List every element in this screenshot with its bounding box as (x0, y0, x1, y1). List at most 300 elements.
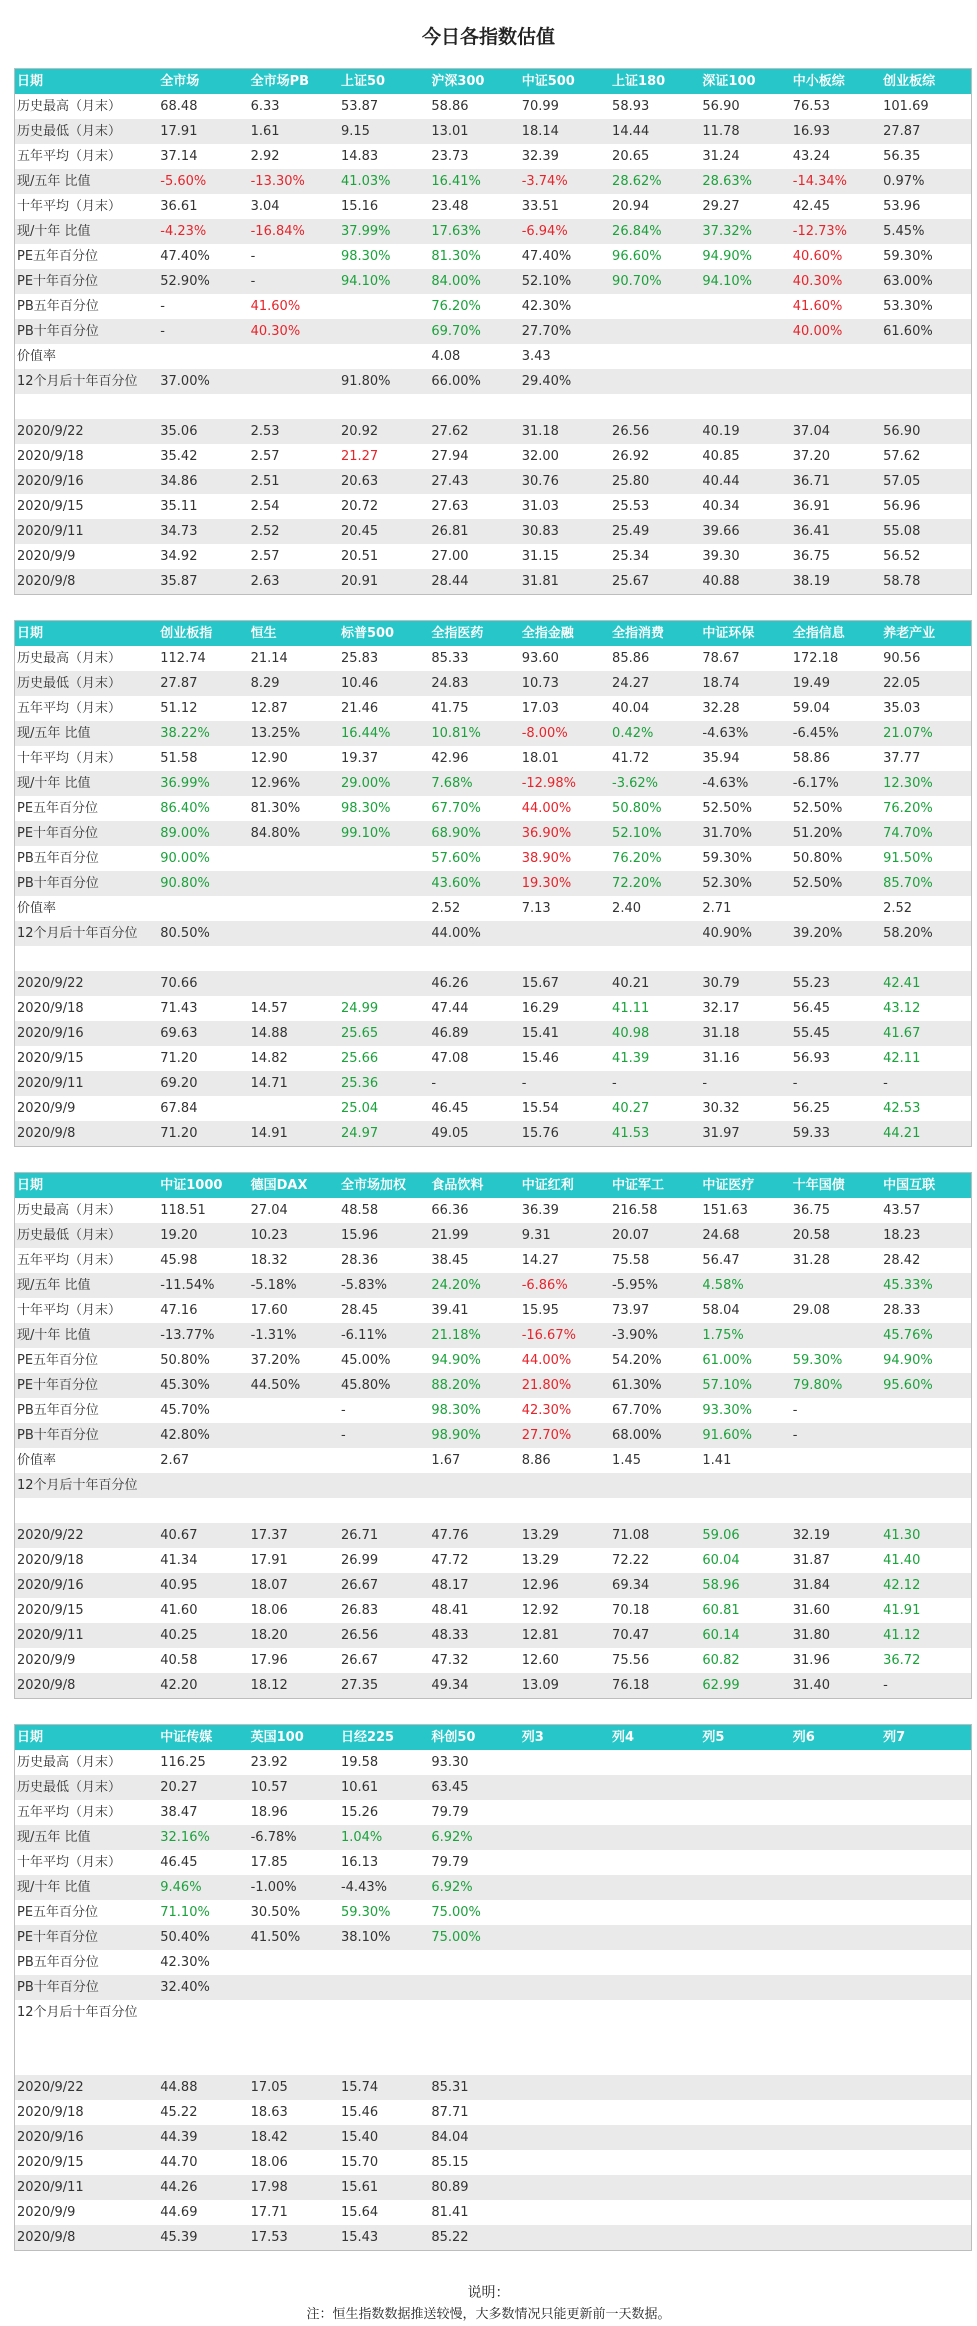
row-label-cell: 2020/9/18 (15, 996, 159, 1021)
value-cell (339, 946, 429, 971)
header-cell: 标普500 (339, 621, 429, 647)
value-cell: 56.35 (881, 144, 971, 169)
value-cell: 52.50% (700, 796, 790, 821)
value-cell: 44.00% (520, 796, 610, 821)
value-cell: 79.79 (429, 1800, 519, 1825)
value-cell (339, 294, 429, 319)
value-cell: 40.27 (610, 1096, 700, 1121)
value-cell: 40.90% (700, 921, 790, 946)
row-label-cell: 价值率 (15, 896, 159, 921)
value-cell: 1.41 (700, 1448, 790, 1473)
value-cell: 78.67 (700, 646, 790, 671)
value-cell: 12.81 (520, 1623, 610, 1648)
value-cell: 13.25% (249, 721, 339, 746)
valuation-table-4 (0, 1724, 977, 2251)
value-cell: 94.10% (339, 269, 429, 294)
value-cell: 2.63 (249, 569, 339, 595)
value-cell (339, 2025, 429, 2050)
value-cell: 18.01 (520, 746, 610, 771)
value-cell: 44.70 (158, 2150, 248, 2175)
table-row (15, 1373, 972, 1398)
value-cell (429, 2000, 519, 2025)
table-row (15, 1750, 972, 1775)
value-cell: 93.30 (429, 1750, 519, 1775)
value-cell: -1.31% (249, 1323, 339, 1348)
value-cell (881, 1925, 971, 1950)
value-cell: 27.70% (520, 1423, 610, 1448)
value-cell: 2.53 (249, 419, 339, 444)
row-label-cell: 十年平均（月末） (15, 1298, 159, 1323)
value-cell: 21.18% (429, 1323, 519, 1348)
value-cell: 2.57 (249, 544, 339, 569)
table-row (15, 294, 972, 319)
value-cell: 40.44 (700, 469, 790, 494)
value-cell (339, 2050, 429, 2075)
value-cell (520, 1498, 610, 1523)
value-cell: 36.61 (158, 194, 248, 219)
value-cell: 84.80% (249, 821, 339, 846)
value-cell: 42.45 (791, 194, 881, 219)
value-cell: 45.00% (339, 1348, 429, 1373)
value-cell: 13.29 (520, 1548, 610, 1573)
value-cell: 38.90% (520, 846, 610, 871)
row-label-cell: 十年平均（月末） (15, 194, 159, 219)
value-cell: 63.45 (429, 1775, 519, 1800)
value-cell: 2.54 (249, 494, 339, 519)
value-cell: 42.30% (520, 1398, 610, 1423)
value-cell: 43.57 (881, 1198, 971, 1223)
row-label-cell: 现/十年 比值 (15, 1323, 159, 1348)
table-row (15, 519, 972, 544)
value-cell: -6.78% (249, 1825, 339, 1850)
value-cell (520, 1800, 610, 1825)
value-cell: 48.17 (429, 1573, 519, 1598)
value-cell: -5.60% (158, 169, 248, 194)
value-cell: 12.96% (249, 771, 339, 796)
value-cell: 48.33 (429, 1623, 519, 1648)
table-row (15, 2200, 972, 2225)
value-cell (520, 1473, 610, 1498)
value-cell: 14.57 (249, 996, 339, 1021)
value-cell (249, 1423, 339, 1448)
value-cell (791, 1273, 881, 1298)
value-cell: -5.83% (339, 1273, 429, 1298)
row-label-cell: PE十年百分位 (15, 821, 159, 846)
table-row (15, 671, 972, 696)
value-cell (700, 294, 790, 319)
table-row (15, 369, 972, 394)
value-cell: 31.97 (700, 1121, 790, 1147)
value-cell (158, 2025, 248, 2050)
value-cell: 86.40% (158, 796, 248, 821)
value-cell: 32.17 (700, 996, 790, 1021)
value-cell: 98.90% (429, 1423, 519, 1448)
value-cell: 37.20% (249, 1348, 339, 1373)
value-cell (429, 1975, 519, 2000)
value-cell: 39.30 (700, 544, 790, 569)
value-cell: 40.00% (791, 319, 881, 344)
table-row (15, 344, 972, 369)
value-cell: 85.31 (429, 2075, 519, 2100)
header-cell: 全市场PB (249, 69, 339, 95)
value-cell: 7.13 (520, 896, 610, 921)
value-cell: 52.10% (610, 821, 700, 846)
value-cell: 57.60% (429, 846, 519, 871)
value-cell: 10.57 (249, 1775, 339, 1800)
value-cell: -8.00% (520, 721, 610, 746)
value-cell: 2.57 (249, 444, 339, 469)
value-cell (610, 946, 700, 971)
value-cell: 90.80% (158, 871, 248, 896)
value-cell: 24.68 (700, 1223, 790, 1248)
value-cell: 47.32 (429, 1648, 519, 1673)
value-cell (881, 1423, 971, 1448)
value-cell: 47.16 (158, 1298, 248, 1323)
value-cell: 27.87 (158, 671, 248, 696)
value-cell (881, 1825, 971, 1850)
value-cell: 34.92 (158, 544, 248, 569)
header-cell: 全市场 (158, 69, 248, 95)
value-cell (429, 394, 519, 419)
value-cell: 94.90% (881, 1348, 971, 1373)
value-cell: -12.73% (791, 219, 881, 244)
value-cell: 41.72 (610, 746, 700, 771)
row-label-cell: 历史最低（月末） (15, 671, 159, 696)
header-cell: 养老产业 (881, 621, 971, 647)
value-cell: 76.20% (610, 846, 700, 871)
value-cell (791, 1950, 881, 1975)
value-cell: 26.67 (339, 1648, 429, 1673)
value-cell: 95.60% (881, 1373, 971, 1398)
value-cell: 44.39 (158, 2125, 248, 2150)
value-cell (700, 1875, 790, 1900)
value-cell: 70.47 (610, 1623, 700, 1648)
value-cell (700, 2125, 790, 2150)
value-cell (791, 1900, 881, 1925)
value-cell (791, 2000, 881, 2025)
value-cell: 93.30% (700, 1398, 790, 1423)
value-cell: 94.10% (700, 269, 790, 294)
row-label-cell: 现/五年 比值 (15, 169, 159, 194)
valuation-tables (0, 68, 977, 2251)
value-cell: -11.54% (158, 1273, 248, 1298)
value-cell (429, 1473, 519, 1498)
value-cell (700, 1975, 790, 2000)
value-cell: 49.05 (429, 1121, 519, 1147)
value-cell: 27.62 (429, 419, 519, 444)
value-cell: 17.98 (249, 2175, 339, 2200)
table-row (15, 1046, 972, 1071)
value-cell: 76.53 (791, 94, 881, 119)
value-cell: 90.00% (158, 846, 248, 871)
value-cell: 15.64 (339, 2200, 429, 2225)
row-label-cell: 历史最高（月末） (15, 94, 159, 119)
value-cell: 76.18 (610, 1673, 700, 1699)
value-cell: 68.48 (158, 94, 248, 119)
value-cell: 19.37 (339, 746, 429, 771)
value-cell: 57.62 (881, 444, 971, 469)
value-cell: 59.06 (700, 1523, 790, 1548)
row-label-cell: 历史最高（月末） (15, 646, 159, 671)
value-cell: 35.06 (158, 419, 248, 444)
value-cell: 67.70% (429, 796, 519, 821)
value-cell: 26.56 (339, 1623, 429, 1648)
value-cell: 26.84% (610, 219, 700, 244)
table-row (15, 319, 972, 344)
table-header-row (15, 69, 972, 95)
value-cell: 20.92 (339, 419, 429, 444)
value-cell (610, 2050, 700, 2075)
value-cell: 16.29 (520, 996, 610, 1021)
value-cell: 216.58 (610, 1198, 700, 1223)
value-cell (520, 2025, 610, 2050)
row-label-cell: 2020/9/22 (15, 419, 159, 444)
value-cell: 43.60% (429, 871, 519, 896)
value-cell: 36.90% (520, 821, 610, 846)
table-row (15, 871, 972, 896)
value-cell (520, 2050, 610, 2075)
value-cell: 93.60 (520, 646, 610, 671)
row-label-cell: 2020/9/15 (15, 1046, 159, 1071)
value-cell: 25.04 (339, 1096, 429, 1121)
value-cell: 28.42 (881, 1248, 971, 1273)
value-cell (881, 1875, 971, 1900)
table-row (15, 1473, 972, 1498)
table-row (15, 1950, 972, 1975)
value-cell (249, 1473, 339, 1498)
value-cell: 47.40% (520, 244, 610, 269)
value-cell: - (249, 244, 339, 269)
value-cell (791, 1925, 881, 1950)
value-cell: 42.11 (881, 1046, 971, 1071)
value-cell (339, 1498, 429, 1523)
value-cell: 31.96 (791, 1648, 881, 1673)
header-cell: 全指消费 (610, 621, 700, 647)
value-cell: 26.71 (339, 1523, 429, 1548)
value-cell: 35.94 (700, 746, 790, 771)
value-cell (700, 1750, 790, 1775)
value-cell: 15.95 (520, 1298, 610, 1323)
value-cell: 58.86 (429, 94, 519, 119)
value-cell: 9.15 (339, 119, 429, 144)
value-cell: 56.47 (700, 1248, 790, 1273)
value-cell (249, 2000, 339, 2025)
value-cell: 52.10% (520, 269, 610, 294)
value-cell: 73.97 (610, 1298, 700, 1323)
value-cell (791, 394, 881, 419)
header-cell: 创业板综 (881, 69, 971, 95)
value-cell (339, 971, 429, 996)
value-cell (881, 2025, 971, 2050)
value-cell: 42.30% (520, 294, 610, 319)
value-cell: 39.66 (700, 519, 790, 544)
value-cell: - (158, 319, 248, 344)
value-cell: 27.04 (249, 1198, 339, 1223)
value-cell: 31.87 (791, 1548, 881, 1573)
value-cell: 87.71 (429, 2100, 519, 2125)
value-cell (610, 1975, 700, 2000)
value-cell (610, 2025, 700, 2050)
value-cell: 75.00% (429, 1925, 519, 1950)
value-cell: 25.67 (610, 569, 700, 595)
value-cell: 13.09 (520, 1673, 610, 1699)
value-cell: 20.65 (610, 144, 700, 169)
value-cell: 56.25 (791, 1096, 881, 1121)
value-cell: 41.12 (881, 1623, 971, 1648)
value-cell (520, 394, 610, 419)
value-cell: -13.30% (249, 169, 339, 194)
value-cell: 52.90% (158, 269, 248, 294)
value-cell (249, 1950, 339, 1975)
value-cell: 24.83 (429, 671, 519, 696)
value-cell: -4.43% (339, 1875, 429, 1900)
value-cell: 10.46 (339, 671, 429, 696)
header-cell: 深证100 (700, 69, 790, 95)
value-cell: -3.74% (520, 169, 610, 194)
value-cell (700, 2025, 790, 2050)
value-cell (520, 1950, 610, 1975)
value-cell (791, 2200, 881, 2225)
value-cell (791, 1800, 881, 1825)
table-row (15, 1323, 972, 1348)
table-row (15, 846, 972, 871)
value-cell (791, 1975, 881, 2000)
table-row (15, 2100, 972, 2125)
row-label-cell: 2020/9/22 (15, 2075, 159, 2100)
value-cell: 20.63 (339, 469, 429, 494)
value-cell: 24.27 (610, 671, 700, 696)
value-cell (520, 2075, 610, 2100)
value-cell: 24.20% (429, 1273, 519, 1298)
value-cell: 41.75 (429, 696, 519, 721)
row-label-cell (15, 1498, 159, 1523)
value-cell: 24.99 (339, 996, 429, 1021)
value-cell: 42.96 (429, 746, 519, 771)
value-cell: 17.37 (249, 1523, 339, 1548)
value-cell: 99.10% (339, 821, 429, 846)
value-cell: -6.45% (791, 721, 881, 746)
table-row (15, 394, 972, 419)
value-cell: 60.82 (700, 1648, 790, 1673)
value-cell: 15.41 (520, 1021, 610, 1046)
value-cell: 32.40% (158, 1975, 248, 2000)
value-cell: 22.05 (881, 671, 971, 696)
value-cell: 32.00 (520, 444, 610, 469)
table-row (15, 2075, 972, 2100)
value-cell (791, 1323, 881, 1348)
value-cell: 13.29 (520, 1523, 610, 1548)
row-label-cell: 2020/9/18 (15, 444, 159, 469)
table-row (15, 1248, 972, 1273)
table-row (15, 2175, 972, 2200)
value-cell (791, 2050, 881, 2075)
value-cell: 10.73 (520, 671, 610, 696)
value-cell: 20.58 (791, 1223, 881, 1248)
value-cell: 79.80% (791, 1373, 881, 1398)
value-cell: 38.47 (158, 1800, 248, 1825)
value-cell (700, 2000, 790, 2025)
row-label-cell: PB十年百分位 (15, 1423, 159, 1448)
value-cell: 56.52 (881, 544, 971, 569)
value-cell: 41.60% (791, 294, 881, 319)
header-cell: 恒生 (249, 621, 339, 647)
header-cell: 中证传媒 (158, 1725, 248, 1751)
value-cell: 41.34 (158, 1548, 248, 1573)
value-cell: 40.34 (700, 494, 790, 519)
value-cell (791, 1850, 881, 1875)
value-cell: 36.41 (791, 519, 881, 544)
value-cell: 45.33% (881, 1273, 971, 1298)
footer-note: 注：恒生指数数据推送较慢，大多数情况只能更新前一天数据。 (306, 2307, 671, 2322)
value-cell: 40.60% (791, 244, 881, 269)
value-cell: 31.28 (791, 1248, 881, 1273)
value-cell (249, 1398, 339, 1423)
value-cell: 48.58 (339, 1198, 429, 1223)
value-cell: 27.63 (429, 494, 519, 519)
value-cell: 17.71 (249, 2200, 339, 2225)
value-cell (700, 369, 790, 394)
table-row (15, 2125, 972, 2150)
row-label-cell: 五年平均（月末） (15, 144, 159, 169)
value-cell: 26.92 (610, 444, 700, 469)
value-cell: 41.30 (881, 1523, 971, 1548)
value-cell: 55.08 (881, 519, 971, 544)
value-cell: 38.10% (339, 1925, 429, 1950)
value-cell: 56.90 (881, 419, 971, 444)
value-cell: 40.19 (700, 419, 790, 444)
valuation-table-1 (0, 68, 977, 595)
value-cell: 31.24 (700, 144, 790, 169)
value-cell (700, 946, 790, 971)
row-label-cell: 2020/9/8 (15, 569, 159, 595)
header-cell: 日期 (15, 1173, 159, 1199)
value-cell (881, 1900, 971, 1925)
value-cell: 53.96 (881, 194, 971, 219)
value-cell (339, 344, 429, 369)
value-cell: 19.58 (339, 1750, 429, 1775)
table-header-row (15, 621, 972, 647)
value-cell: 23.92 (249, 1750, 339, 1775)
value-cell: 75.58 (610, 1248, 700, 1273)
value-cell (700, 2100, 790, 2125)
value-cell (881, 1800, 971, 1825)
value-cell: 42.41 (881, 971, 971, 996)
value-cell (429, 1498, 519, 1523)
value-cell (520, 946, 610, 971)
row-label-cell: PE十年百分位 (15, 1925, 159, 1950)
row-label-cell: PE五年百分位 (15, 244, 159, 269)
value-cell: 71.08 (610, 1523, 700, 1548)
value-cell: 16.41% (429, 169, 519, 194)
table-row (15, 1423, 972, 1448)
row-label-cell: 2020/9/15 (15, 2150, 159, 2175)
value-cell: 15.70 (339, 2150, 429, 2175)
value-cell: 47.08 (429, 1046, 519, 1071)
value-cell: 52.50% (791, 871, 881, 896)
row-label-cell: 2020/9/18 (15, 2100, 159, 2125)
value-cell (520, 1850, 610, 1875)
value-cell: 25.36 (339, 1071, 429, 1096)
value-cell: 29.40% (520, 369, 610, 394)
value-cell: 37.99% (339, 219, 429, 244)
value-cell: 25.49 (610, 519, 700, 544)
value-cell (610, 2150, 700, 2175)
row-label-cell: PB五年百分位 (15, 1398, 159, 1423)
value-cell: 56.90 (700, 94, 790, 119)
value-cell (881, 2175, 971, 2200)
value-cell: 45.80% (339, 1373, 429, 1398)
header-cell: 日期 (15, 69, 159, 95)
